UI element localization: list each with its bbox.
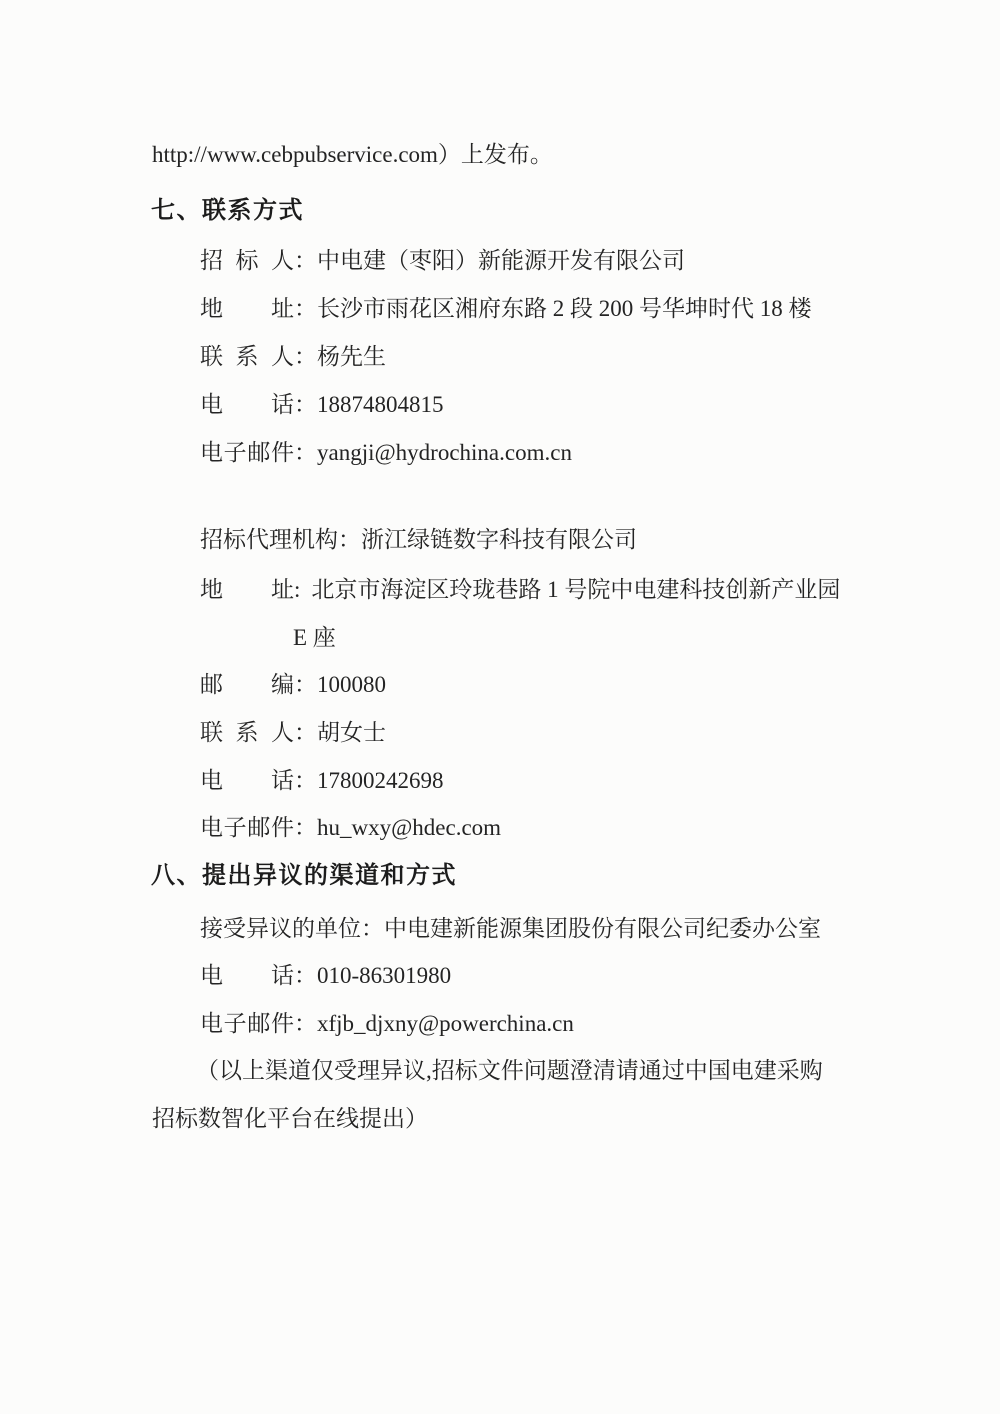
field-value: 杨先生 <box>317 344 386 369</box>
contact-row-email <box>200 813 501 843</box>
field-colon: ： <box>294 815 317 840</box>
field-label: 邮编 <box>200 672 294 697</box>
field-value: 17800242698 <box>317 768 444 793</box>
contact-row-phone <box>200 390 444 420</box>
field-label: 电话 <box>200 392 294 417</box>
objection-unit-row <box>200 914 821 944</box>
field-value: 010-86301980 <box>317 963 452 988</box>
field-colon: : <box>294 577 301 602</box>
note-paragraph-line-1: （以上渠道仅受理异议,招标文件问题澄清请通过中国电建采购 <box>196 1058 823 1083</box>
section-7-heading: 七、联系方式 <box>151 197 304 224</box>
field-value: yangji@hydrochina.com.cn <box>317 440 572 465</box>
field-value: 100080 <box>317 672 386 697</box>
section-8-heading: 八、提出异议的渠道和方式 <box>151 862 457 889</box>
field-colon: ： <box>294 963 317 988</box>
field-colon: ： <box>361 916 384 941</box>
contact-row-phone <box>200 766 444 796</box>
field-label: 招标人 <box>200 248 294 273</box>
objection-email-row <box>200 1009 574 1039</box>
field-value: 胡女士 <box>317 720 386 745</box>
field-colon: ： <box>294 720 317 745</box>
field-label: 地址 <box>200 577 294 602</box>
paragraph-continuation: http://www.cebpubservice.com）上发布。 <box>152 142 553 167</box>
contact-row-email <box>200 438 572 468</box>
field-colon: ： <box>294 296 317 321</box>
contact-row-agency <box>200 525 637 555</box>
field-value: 中电建（枣阳）新能源开发有限公司 <box>317 248 685 273</box>
contact-row-person <box>200 342 386 372</box>
objection-phone-row <box>200 961 451 991</box>
field-colon: ： <box>294 344 317 369</box>
field-value: 浙江绿链数字科技有限公司 <box>361 527 637 552</box>
field-colon: ： <box>294 768 317 793</box>
field-value: 北京市海淀区玲珑巷路 1 号院中电建科技创新产业园 <box>311 577 841 602</box>
field-label: 电话 <box>200 963 294 988</box>
field-value: 18874804815 <box>317 392 444 417</box>
address-wrap-line <box>293 623 336 653</box>
field-value: hu_wxy@hdec.com <box>317 815 502 840</box>
field-label: 电子邮件 <box>200 1011 294 1036</box>
field-colon: ： <box>294 392 317 417</box>
field-colon: ： <box>294 440 317 465</box>
note-paragraph-line-2: 招标数智化平台在线提出） <box>152 1106 428 1131</box>
field-value: xfjb_djxny@powerchina.cn <box>317 1011 574 1036</box>
field-value: 中电建新能源集团股份有限公司纪委办公室 <box>384 916 821 941</box>
field-label: 接受异议的单位 <box>200 916 361 941</box>
field-label: 电子邮件 <box>200 440 294 465</box>
field-colon: ： <box>338 527 361 552</box>
field-label: 电话 <box>200 768 294 793</box>
contact-row-person <box>200 718 386 748</box>
field-colon: ： <box>294 248 317 273</box>
field-label: 招标代理机构 <box>200 527 338 552</box>
field-label: 联系人 <box>200 344 294 369</box>
contact-row-address <box>200 294 812 324</box>
field-colon: ： <box>294 1011 317 1036</box>
contact-row-agency-address <box>200 575 840 605</box>
field-label: 电子邮件 <box>200 815 294 840</box>
contact-row-postcode <box>200 670 386 700</box>
field-value: E 座 <box>293 625 336 650</box>
field-label: 地址 <box>200 296 294 321</box>
field-label: 联系人 <box>200 720 294 745</box>
field-value: 长沙市雨花区湘府东路 2 段 200 号华坤时代 18 楼 <box>317 296 812 321</box>
field-colon: ： <box>294 672 317 697</box>
contact-row-tenderer <box>200 246 685 276</box>
